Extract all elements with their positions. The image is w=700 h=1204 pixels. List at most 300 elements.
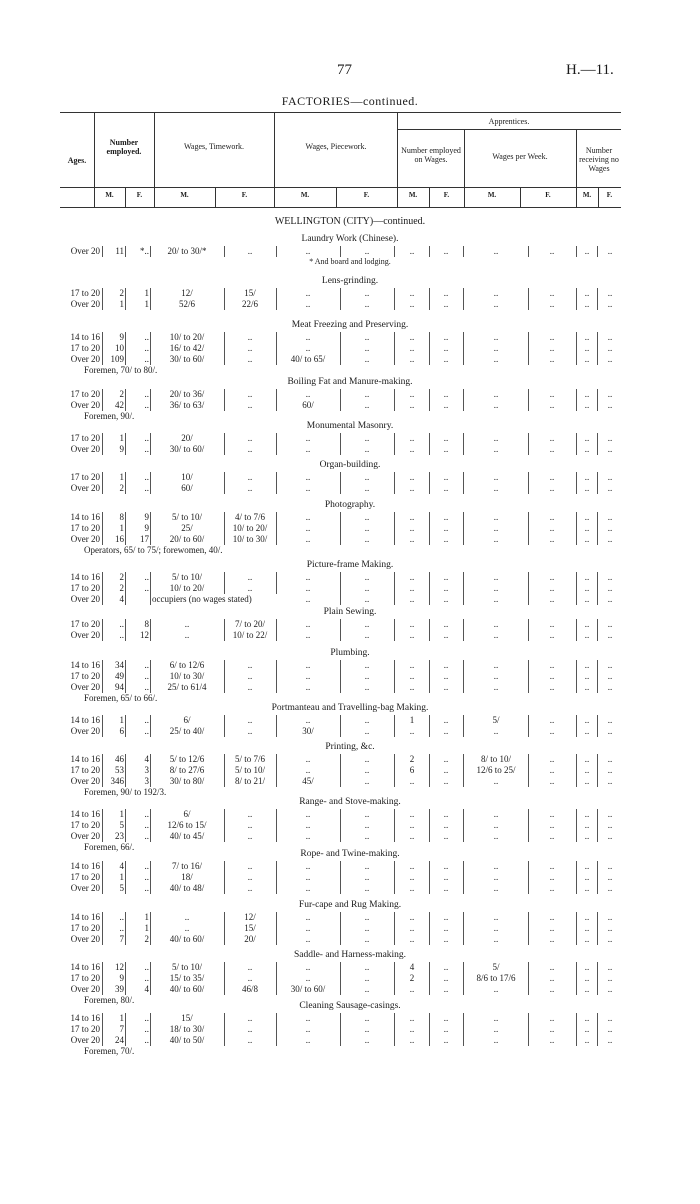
appr-nowages-f-cell: .. — [607, 660, 613, 670]
appr-nowages-m-cell: .. — [584, 572, 590, 582]
appr-employed-f-cell: .. — [443, 472, 449, 482]
timework-m-cell: 8/ to 27/6 — [169, 765, 205, 775]
appr-wages-f-cell: .. — [549, 861, 555, 871]
employed-m-cell: 2 — [119, 389, 124, 399]
col-m: M. — [180, 191, 189, 199]
appr-nowages-m-cell: .. — [584, 883, 590, 893]
appr-employed-f-cell: .. — [443, 726, 449, 736]
appr-wages-m-cell: 8/ to 10/ — [480, 754, 511, 764]
employed-f-cell: .. — [144, 400, 149, 410]
appr-wages-f-cell: .. — [549, 246, 555, 256]
col-ages: Ages. — [67, 156, 87, 165]
piecework-f-cell: .. — [364, 433, 370, 443]
appr-employed-m-cell: 1 — [409, 715, 415, 725]
employed-m-cell: 11 — [115, 246, 124, 256]
appr-employed-m-cell: .. — [409, 299, 415, 309]
appr-employed-m-cell: .. — [409, 934, 415, 944]
col-f: F. — [363, 191, 370, 199]
trade-heading: Portmanteau and Travelling-bag Making. — [271, 703, 429, 713]
appr-wages-m-cell: .. — [493, 671, 499, 681]
timework-m-cell: 30/ to 80/ — [169, 776, 205, 786]
piecework-m-cell: .. — [305, 343, 311, 353]
piecework-f-cell: .. — [364, 831, 370, 841]
employed-m-cell: 1 — [119, 299, 124, 309]
timework-f-cell: .. — [247, 831, 253, 841]
appr-employed-m-cell: .. — [409, 984, 415, 994]
piecework-f-cell: .. — [364, 726, 370, 736]
age-cell: Over 20 — [70, 831, 100, 841]
appr-employed-f-cell: .. — [443, 299, 449, 309]
piecework-m-cell: 30/ — [302, 726, 314, 736]
employed-f-cell: 9 — [144, 512, 149, 522]
appr-employed-f-cell: .. — [443, 389, 449, 399]
age-cell: 14 to 16 — [70, 861, 100, 871]
employed-f-cell: 1 — [144, 912, 149, 922]
page-title: FACTORIES—continued. — [281, 94, 419, 108]
piecework-f-cell: .. — [364, 299, 370, 309]
piecework-m-cell: .. — [305, 820, 311, 830]
section-note: Operators, 65/ to 75/; forewomen, 40/. — [84, 545, 223, 555]
timework-f-cell: .. — [247, 472, 253, 482]
appr-employed-m-cell: .. — [409, 619, 415, 629]
appr-nowages-m-cell: .. — [584, 523, 590, 533]
appr-nowages-f-cell: .. — [607, 389, 613, 399]
timework-f-cell: .. — [247, 444, 253, 454]
piecework-m-cell: 30/ to 60/ — [290, 984, 326, 994]
appr-nowages-f-cell: .. — [607, 872, 613, 882]
appr-employed-m-cell: .. — [409, 572, 415, 582]
appr-nowages-f-cell: .. — [607, 715, 613, 725]
timework-m-cell: 6/ — [183, 715, 191, 725]
age-cell: 17 to 20 — [70, 583, 100, 593]
age-cell: Over 20 — [70, 534, 100, 544]
appr-employed-f-cell: .. — [443, 934, 449, 944]
age-cell: Over 20 — [70, 883, 100, 893]
table-row — [0, 934, 700, 945]
employed-m-cell: 24 — [115, 1035, 124, 1045]
age-cell: Over 20 — [70, 726, 100, 736]
trade-heading: Photography. — [324, 500, 376, 510]
appr-wages-m-cell: .. — [493, 523, 499, 533]
appr-nowages-f-cell: .. — [607, 534, 613, 544]
piecework-f-cell: .. — [364, 883, 370, 893]
age-cell: Over 20 — [70, 682, 100, 692]
employed-f-cell: .. — [144, 389, 149, 399]
table-row — [0, 962, 700, 973]
timework-m-cell: .. — [184, 619, 190, 629]
appr-nowages-m-cell: .. — [584, 483, 590, 493]
appr-nowages-m-cell: .. — [584, 619, 590, 629]
employed-m-cell: .. — [119, 912, 124, 922]
age-cell: Over 20 — [70, 299, 100, 309]
table-row — [0, 809, 700, 820]
appr-employed-f-cell: .. — [443, 512, 449, 522]
table-row — [0, 299, 700, 310]
timework-m-cell: 40/ to 60/ — [169, 984, 205, 994]
employed-m-cell: 4 — [119, 594, 124, 604]
appr-wages-f-cell: .. — [549, 472, 555, 482]
age-cell: Over 20 — [70, 400, 100, 410]
age-cell: Over 20 — [70, 1035, 100, 1045]
appr-employed-m-cell: .. — [409, 594, 415, 604]
timework-m-cell: 60/ — [181, 483, 193, 493]
appr-employed-f-cell: .. — [443, 831, 449, 841]
age-cell: Over 20 — [70, 934, 100, 944]
piecework-m-cell: .. — [305, 288, 311, 298]
table-row — [0, 831, 700, 842]
appr-nowages-f-cell: .. — [607, 682, 613, 692]
timework-f-cell: 10/ to 20/ — [232, 523, 268, 533]
appr-employed-f-cell: .. — [443, 1013, 449, 1023]
appr-employed-m-cell: 2 — [409, 754, 415, 764]
timework-m-cell: 20/ to 60/ — [169, 534, 205, 544]
piecework-m-cell: .. — [305, 594, 311, 604]
appr-wages-m-cell: .. — [493, 512, 499, 522]
table-row — [0, 1035, 700, 1046]
employed-m-cell: 34 — [115, 660, 124, 670]
appr-wages-f-cell: .. — [549, 765, 555, 775]
timework-f-cell: .. — [247, 809, 253, 819]
piecework-m-cell: .. — [305, 912, 311, 922]
employed-m-cell: 5 — [119, 883, 124, 893]
employed-f-cell: .. — [144, 809, 149, 819]
timework-m-cell: 16/ to 42/ — [169, 343, 205, 353]
appr-employed-f-cell: .. — [443, 354, 449, 364]
appr-employed-f-cell: .. — [443, 776, 449, 786]
appr-employed-f-cell: .. — [443, 523, 449, 533]
age-cell: Over 20 — [70, 776, 100, 786]
timework-m-cell: 6/ to 12/6 — [169, 660, 205, 670]
appr-nowages-f-cell: .. — [607, 583, 613, 593]
piecework-m-cell: .. — [305, 861, 311, 871]
age-cell: 14 to 16 — [70, 962, 100, 972]
piecework-f-cell: .. — [364, 444, 370, 454]
employed-f-cell: 2 — [144, 934, 149, 944]
appr-wages-f-cell: .. — [549, 682, 555, 692]
appr-wages-f-cell: .. — [549, 332, 555, 342]
employed-m-cell: 7 — [119, 1024, 124, 1034]
appr-nowages-f-cell: .. — [607, 332, 613, 342]
timework-f-cell: 22/6 — [241, 299, 258, 309]
appr-nowages-m-cell: .. — [584, 923, 590, 933]
appr-wages-m-cell: .. — [493, 883, 499, 893]
appr-wages-f-cell: .. — [549, 973, 555, 983]
appr-employed-m-cell: .. — [409, 246, 415, 256]
employed-f-cell: 1 — [144, 288, 149, 298]
appr-wages-f-cell: .. — [549, 354, 555, 364]
appr-nowages-m-cell: .. — [584, 354, 590, 364]
age-cell: 17 to 20 — [70, 288, 100, 298]
appr-employed-f-cell: .. — [443, 483, 449, 493]
table-row — [0, 400, 700, 411]
piecework-f-cell: .. — [364, 594, 370, 604]
timework-m-cell: 15/ to 35/ — [169, 973, 205, 983]
piecework-m-cell: .. — [305, 831, 311, 841]
appr-employed-f-cell: .. — [443, 594, 449, 604]
piecework-m-cell: .. — [305, 619, 311, 629]
col-timework: Wages, Timework. — [183, 142, 245, 151]
age-cell: 17 to 20 — [70, 820, 100, 830]
col-piecework: Wages, Piecework. — [305, 142, 367, 151]
page-number: 77 — [337, 62, 352, 78]
appr-nowages-m-cell: .. — [584, 820, 590, 830]
appr-wages-f-cell: .. — [549, 619, 555, 629]
age-cell: 17 to 20 — [70, 1024, 100, 1034]
appr-nowages-m-cell: .. — [584, 299, 590, 309]
appr-employed-m-cell: .. — [409, 400, 415, 410]
appr-wages-m-cell: .. — [493, 389, 499, 399]
timework-m-cell: 52/6 — [178, 299, 195, 309]
employed-f-cell: .. — [144, 444, 149, 454]
timework-f-cell: 15/ — [244, 288, 256, 298]
appr-wages-f-cell: .. — [549, 583, 555, 593]
employed-f-cell: .. — [144, 1024, 149, 1034]
table-row — [0, 583, 700, 594]
piecework-m-cell: .. — [305, 883, 311, 893]
piecework-f-cell: .. — [364, 973, 370, 983]
timework-m-cell: 10/ to 30/ — [169, 671, 205, 681]
timework-f-cell: 5/ to 10/ — [234, 765, 265, 775]
employed-f-cell: .. — [144, 671, 149, 681]
timework-f-cell: .. — [247, 820, 253, 830]
appr-wages-f-cell: .. — [549, 1024, 555, 1034]
appr-nowages-m-cell: .. — [584, 1024, 590, 1034]
appr-wages-m-cell: .. — [493, 534, 499, 544]
col-f: F. — [545, 191, 551, 199]
table-row — [0, 472, 700, 483]
appr-employed-m-cell: .. — [409, 726, 415, 736]
table-row — [0, 523, 700, 534]
piecework-f-cell: .. — [364, 583, 370, 593]
col-m: M. — [487, 191, 497, 199]
appr-wages-m-cell: .. — [493, 594, 499, 604]
age-cell: 17 to 20 — [70, 923, 100, 933]
appr-employed-f-cell: .. — [443, 332, 449, 342]
appr-wages-m-cell: .. — [493, 619, 499, 629]
piecework-f-cell: .. — [364, 1035, 370, 1045]
timework-m-cell: 40/ to 60/ — [169, 934, 205, 944]
appr-nowages-f-cell: .. — [607, 883, 613, 893]
employed-f-cell: 3 — [144, 765, 149, 775]
trade-heading: Plain Sewing. — [323, 607, 377, 617]
appr-wages-f-cell: .. — [549, 444, 555, 454]
piecework-m-cell: .. — [305, 715, 311, 725]
appr-nowages-f-cell: .. — [607, 246, 613, 256]
employed-m-cell: 39 — [115, 984, 124, 994]
piecework-f-cell: .. — [364, 389, 370, 399]
table-row — [0, 512, 700, 523]
appr-nowages-f-cell: .. — [607, 754, 613, 764]
col-employed: Number employed. — [106, 138, 142, 156]
piecework-m-cell: .. — [305, 483, 311, 493]
timework-f-cell: .. — [247, 483, 253, 493]
appr-employed-m-cell: .. — [409, 630, 415, 640]
timework-m-cell: 40/ to 50/ — [169, 1035, 205, 1045]
piecework-f-cell: .. — [364, 534, 370, 544]
appr-nowages-f-cell: .. — [607, 820, 613, 830]
table-row — [0, 883, 700, 894]
appr-nowages-f-cell: .. — [607, 1013, 613, 1023]
piecework-m-cell: 40/ to 65/ — [290, 354, 326, 364]
appr-wages-f-cell: .. — [549, 594, 555, 604]
piecework-m-cell: .. — [305, 754, 311, 764]
table-row — [0, 912, 700, 923]
age-cell: 17 to 20 — [70, 389, 100, 399]
section-note: Foremen, 90/. — [84, 411, 135, 421]
timework-f-cell: .. — [247, 354, 253, 364]
employed-f-cell: 12 — [140, 630, 149, 640]
timework-f-cell: .. — [247, 433, 253, 443]
appr-wages-f-cell: .. — [549, 400, 555, 410]
employed-f-cell: .. — [144, 354, 149, 364]
appr-wages-f-cell: .. — [549, 912, 555, 922]
section-note: Foremen, 66/. — [84, 842, 135, 852]
appr-employed-m-cell: .. — [409, 523, 415, 533]
employed-m-cell: 2 — [119, 572, 124, 582]
table-row — [0, 754, 700, 765]
appr-wages-m-cell: .. — [493, 831, 499, 841]
appr-employed-f-cell: .. — [443, 984, 449, 994]
appr-employed-f-cell: .. — [443, 973, 449, 983]
appr-employed-m-cell: .. — [409, 1035, 415, 1045]
piecework-m-cell: .. — [305, 630, 311, 640]
appr-employed-m-cell: .. — [409, 1013, 415, 1023]
appr-nowages-f-cell: .. — [607, 1024, 613, 1034]
appr-wages-m-cell: .. — [493, 726, 499, 736]
employed-m-cell: 9 — [119, 332, 124, 342]
trade-heading: Picture-frame Making. — [306, 560, 394, 570]
timework-f-cell: 12/ — [244, 912, 256, 922]
appr-wages-m-cell: .. — [493, 483, 499, 493]
employed-f-cell: 4 — [144, 754, 149, 764]
appr-nowages-m-cell: .. — [584, 984, 590, 994]
appr-employed-m-cell: .. — [409, 534, 415, 544]
timework-f-cell: .. — [247, 682, 253, 692]
appr-nowages-m-cell: .. — [584, 973, 590, 983]
employed-m-cell: 109 — [110, 354, 124, 364]
employed-f-cell: .. — [144, 883, 149, 893]
employed-m-cell: 1 — [119, 472, 124, 482]
table-row — [0, 660, 700, 671]
timework-m-cell: 25/ to 61/4 — [167, 682, 207, 692]
employed-m-cell: .. — [119, 619, 124, 629]
appr-nowages-f-cell: .. — [607, 912, 613, 922]
appr-wages-f-cell: .. — [549, 534, 555, 544]
appr-wages-m-cell: .. — [493, 630, 499, 640]
appr-nowages-m-cell: .. — [584, 831, 590, 841]
appr-employed-f-cell: .. — [443, 715, 449, 725]
appr-wages-m-cell: .. — [493, 343, 499, 353]
employed-f-cell: .. — [144, 1013, 149, 1023]
piecework-m-cell: .. — [305, 512, 311, 522]
employed-m-cell: 16 — [115, 534, 124, 544]
appr-nowages-m-cell: .. — [584, 912, 590, 922]
timework-m-cell: 7/ to 16/ — [171, 861, 202, 871]
timework-m-cell: 30/ to 60/ — [169, 444, 205, 454]
appr-nowages-m-cell: .. — [584, 962, 590, 972]
appr-employed-f-cell: .. — [443, 534, 449, 544]
trade-heading: Organ-building. — [319, 460, 381, 470]
table-row — [0, 715, 700, 726]
appr-employed-m-cell: 2 — [409, 973, 415, 983]
employed-f-cell: .. — [144, 572, 149, 582]
timework-m-cell: 5/ to 10/ — [171, 572, 202, 582]
employed-m-cell: 94 — [115, 682, 124, 692]
timework-f-cell: .. — [247, 861, 253, 871]
timework-f-cell: 10/ to 30/ — [232, 534, 268, 544]
timework-m-cell: 20/ to 30/* — [167, 246, 207, 256]
appr-wages-f-cell: .. — [549, 883, 555, 893]
timework-m-cell: 5/ to 12/6 — [169, 754, 205, 764]
appr-employed-m-cell: .. — [409, 332, 415, 342]
appr-nowages-f-cell: .. — [607, 354, 613, 364]
age-cell: Over 20 — [70, 444, 100, 454]
appr-employed-f-cell: .. — [443, 619, 449, 629]
appr-wages-f-cell: .. — [549, 671, 555, 681]
appr-employed-f-cell: .. — [443, 400, 449, 410]
appr-nowages-f-cell: .. — [607, 472, 613, 482]
appr-wages-f-cell: .. — [549, 660, 555, 670]
appr-employed-f-cell: .. — [443, 883, 449, 893]
employed-f-cell: *.. — [140, 246, 149, 256]
col-m: M. — [582, 191, 592, 199]
appr-wages-f-cell: .. — [549, 1013, 555, 1023]
appr-nowages-m-cell: .. — [584, 246, 590, 256]
timework-m-cell: 18/ — [181, 872, 193, 882]
piecework-m-cell: .. — [305, 332, 311, 342]
trade-heading: Laundry Work (Chinese). — [301, 234, 399, 244]
employed-f-cell: 1 — [144, 923, 149, 933]
piecework-f-cell: .. — [364, 923, 370, 933]
timework-f-cell: .. — [247, 572, 253, 582]
appr-wages-m-cell: .. — [493, 861, 499, 871]
appr-employed-m-cell: .. — [409, 1024, 415, 1034]
table-row — [0, 534, 700, 545]
appr-employed-m-cell: .. — [409, 820, 415, 830]
piecework-f-cell: .. — [364, 512, 370, 522]
appr-wages-m-cell: .. — [493, 299, 499, 309]
appr-wages-m-cell: .. — [493, 934, 499, 944]
employed-m-cell: 7 — [119, 934, 124, 944]
col-appr-nowages: Number receiving no Wages — [579, 146, 619, 173]
appr-wages-m-cell: .. — [493, 354, 499, 364]
employed-f-cell: 1 — [144, 299, 149, 309]
appr-nowages-m-cell: .. — [584, 630, 590, 640]
timework-m-cell: .. — [184, 630, 190, 640]
piecework-f-cell: .. — [364, 984, 370, 994]
timework-m-cell: .. — [184, 923, 190, 933]
piecework-m-cell: .. — [305, 299, 311, 309]
timework-m-cell: 10/ to 20/ — [169, 332, 205, 342]
timework-f-cell: 46/8 — [241, 984, 258, 994]
appr-nowages-f-cell: .. — [607, 671, 613, 681]
appr-nowages-m-cell: .. — [584, 754, 590, 764]
table-row — [0, 820, 700, 831]
appr-nowages-m-cell: .. — [584, 776, 590, 786]
appr-employed-m-cell: .. — [409, 809, 415, 819]
appr-employed-f-cell: .. — [443, 872, 449, 882]
age-cell: Over 20 — [70, 984, 100, 994]
timework-m-cell: 40/ to 48/ — [169, 883, 205, 893]
piecework-m-cell: .. — [305, 433, 311, 443]
appr-employed-m-cell: .. — [409, 682, 415, 692]
age-cell: Over 20 — [70, 246, 100, 256]
appr-wages-m-cell: .. — [493, 583, 499, 593]
age-cell: 17 to 20 — [70, 433, 100, 443]
piecework-f-cell: .. — [364, 332, 370, 342]
table-row — [0, 984, 700, 995]
trade-heading: Rope- and Twine-making. — [300, 849, 400, 859]
